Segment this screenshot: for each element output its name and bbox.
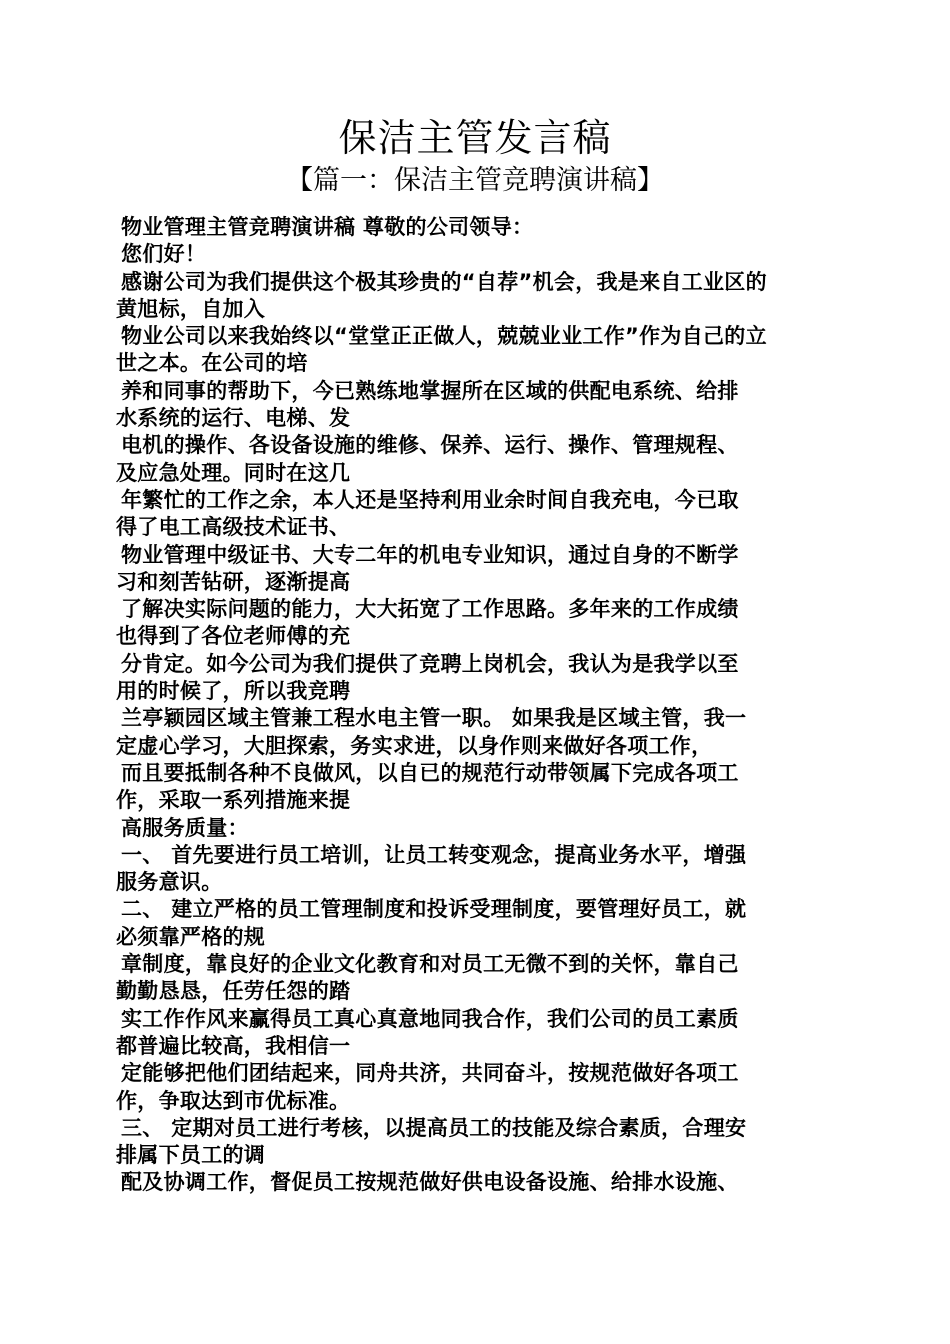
body-line: 及应急处理。同时在这几 (116, 460, 351, 485)
body-line: 二、 建立严格的员工管理制度和投诉受理制度，要管理好员工，就 (121, 897, 747, 922)
body-line: 养和同事的帮助下，今已熟练地掌握所在区域的供配电系统、给排 (121, 378, 739, 403)
body-line: 了解决实际问题的能力，大大拓宽了工作思路。多年来的工作成绩 (121, 597, 739, 622)
body-line: 兰亭颖园区域主管兼工程水电主管一职。 如果我是区域主管，我一 (121, 706, 747, 731)
body-line: 物业管理中级证书、大专二年的机电专业知识，通过自身的不断学 (121, 542, 739, 567)
body-line: 分肯定。如今公司为我们提供了竞聘上岗机会，我认为是我学以至 (121, 651, 739, 676)
document-title: 保洁主管发言稿 (338, 116, 612, 160)
body-line: 黄旭标，自加入 (116, 296, 266, 321)
body-line: 勤勤恳恳，任劳任怨的踏 (116, 979, 351, 1004)
body-line: 作，采取一系列措施来提 (116, 788, 351, 813)
body-line: 配及协调工作，督促员工按规范做好供电设备设施、给排水设施、 (121, 1170, 739, 1195)
body-line: 服务意识。 (116, 870, 223, 895)
body-line: 您们好！ (121, 242, 207, 267)
body-line: 排属下员工的调 (116, 1143, 266, 1168)
body-line: 感谢公司为我们提供这个极其珍贵的“自荐”机会，我是来自工业区的 (121, 269, 767, 294)
body-line: 世之本。在公司的培 (116, 351, 308, 376)
document-body (116, 214, 836, 1197)
body-line: 水系统的运行、电梯、发 (116, 406, 351, 431)
body-line: 年繁忙的工作之余，本人还是坚持利用业余时间自我充电，今已取 (121, 487, 739, 512)
body-line: 一、 首先要进行员工培训，让员工转变观念，提高业务水平，增强 (121, 842, 747, 867)
body-line: 都普遍比较高，我相信一 (116, 1033, 351, 1058)
body-line: 得了电工高级技术证书、 (116, 515, 351, 540)
body-line: 也得到了各位老师傅的充 (116, 624, 351, 649)
body-line: 而且要抵制各种不良做风，以自已的规范行动带领属下完成各项工 (121, 760, 739, 785)
body-line: 必须靠严格的规 (116, 924, 266, 949)
body-line: 实工作作风来赢得员工真心真意地同我合作，我们公司的员工素质 (121, 1006, 739, 1031)
body-line: 习和刻苦钻研，逐渐提高 (116, 569, 351, 594)
body-line: 高服务质量： (121, 815, 249, 840)
body-line: 定虚心学习，大胆探索，务实求进，以身作则来做好各项工作， (116, 733, 713, 758)
document-subtitle: 【篇一：保洁主管竞聘演讲稿】 (286, 165, 664, 196)
body-line: 用的时候了，所以我竞聘 (116, 679, 351, 704)
body-line: 物业管理主管竞聘演讲稿 尊敬的公司领导： (121, 215, 534, 239)
body-line: 定能够把他们团结起来，同舟共济，共同奋斗，按规范做好各项工 (121, 1061, 739, 1086)
body-line: 作，争取达到市优标准。 (116, 1088, 351, 1113)
body-line: 物业公司以来我始终以“堂堂正正做人，兢兢业业工作”作为自己的立 (121, 324, 767, 349)
body-line: 电机的操作、各设备设施的维修、保养、运行、操作、管理规程、 (121, 433, 739, 458)
body-line: 三、 定期对员工进行考核，以提高员工的技能及综合素质，合理安 (121, 1115, 747, 1140)
body-line: 章制度，靠良好的企业文化教育和对员工无微不到的关怀，靠自己 (121, 952, 739, 977)
